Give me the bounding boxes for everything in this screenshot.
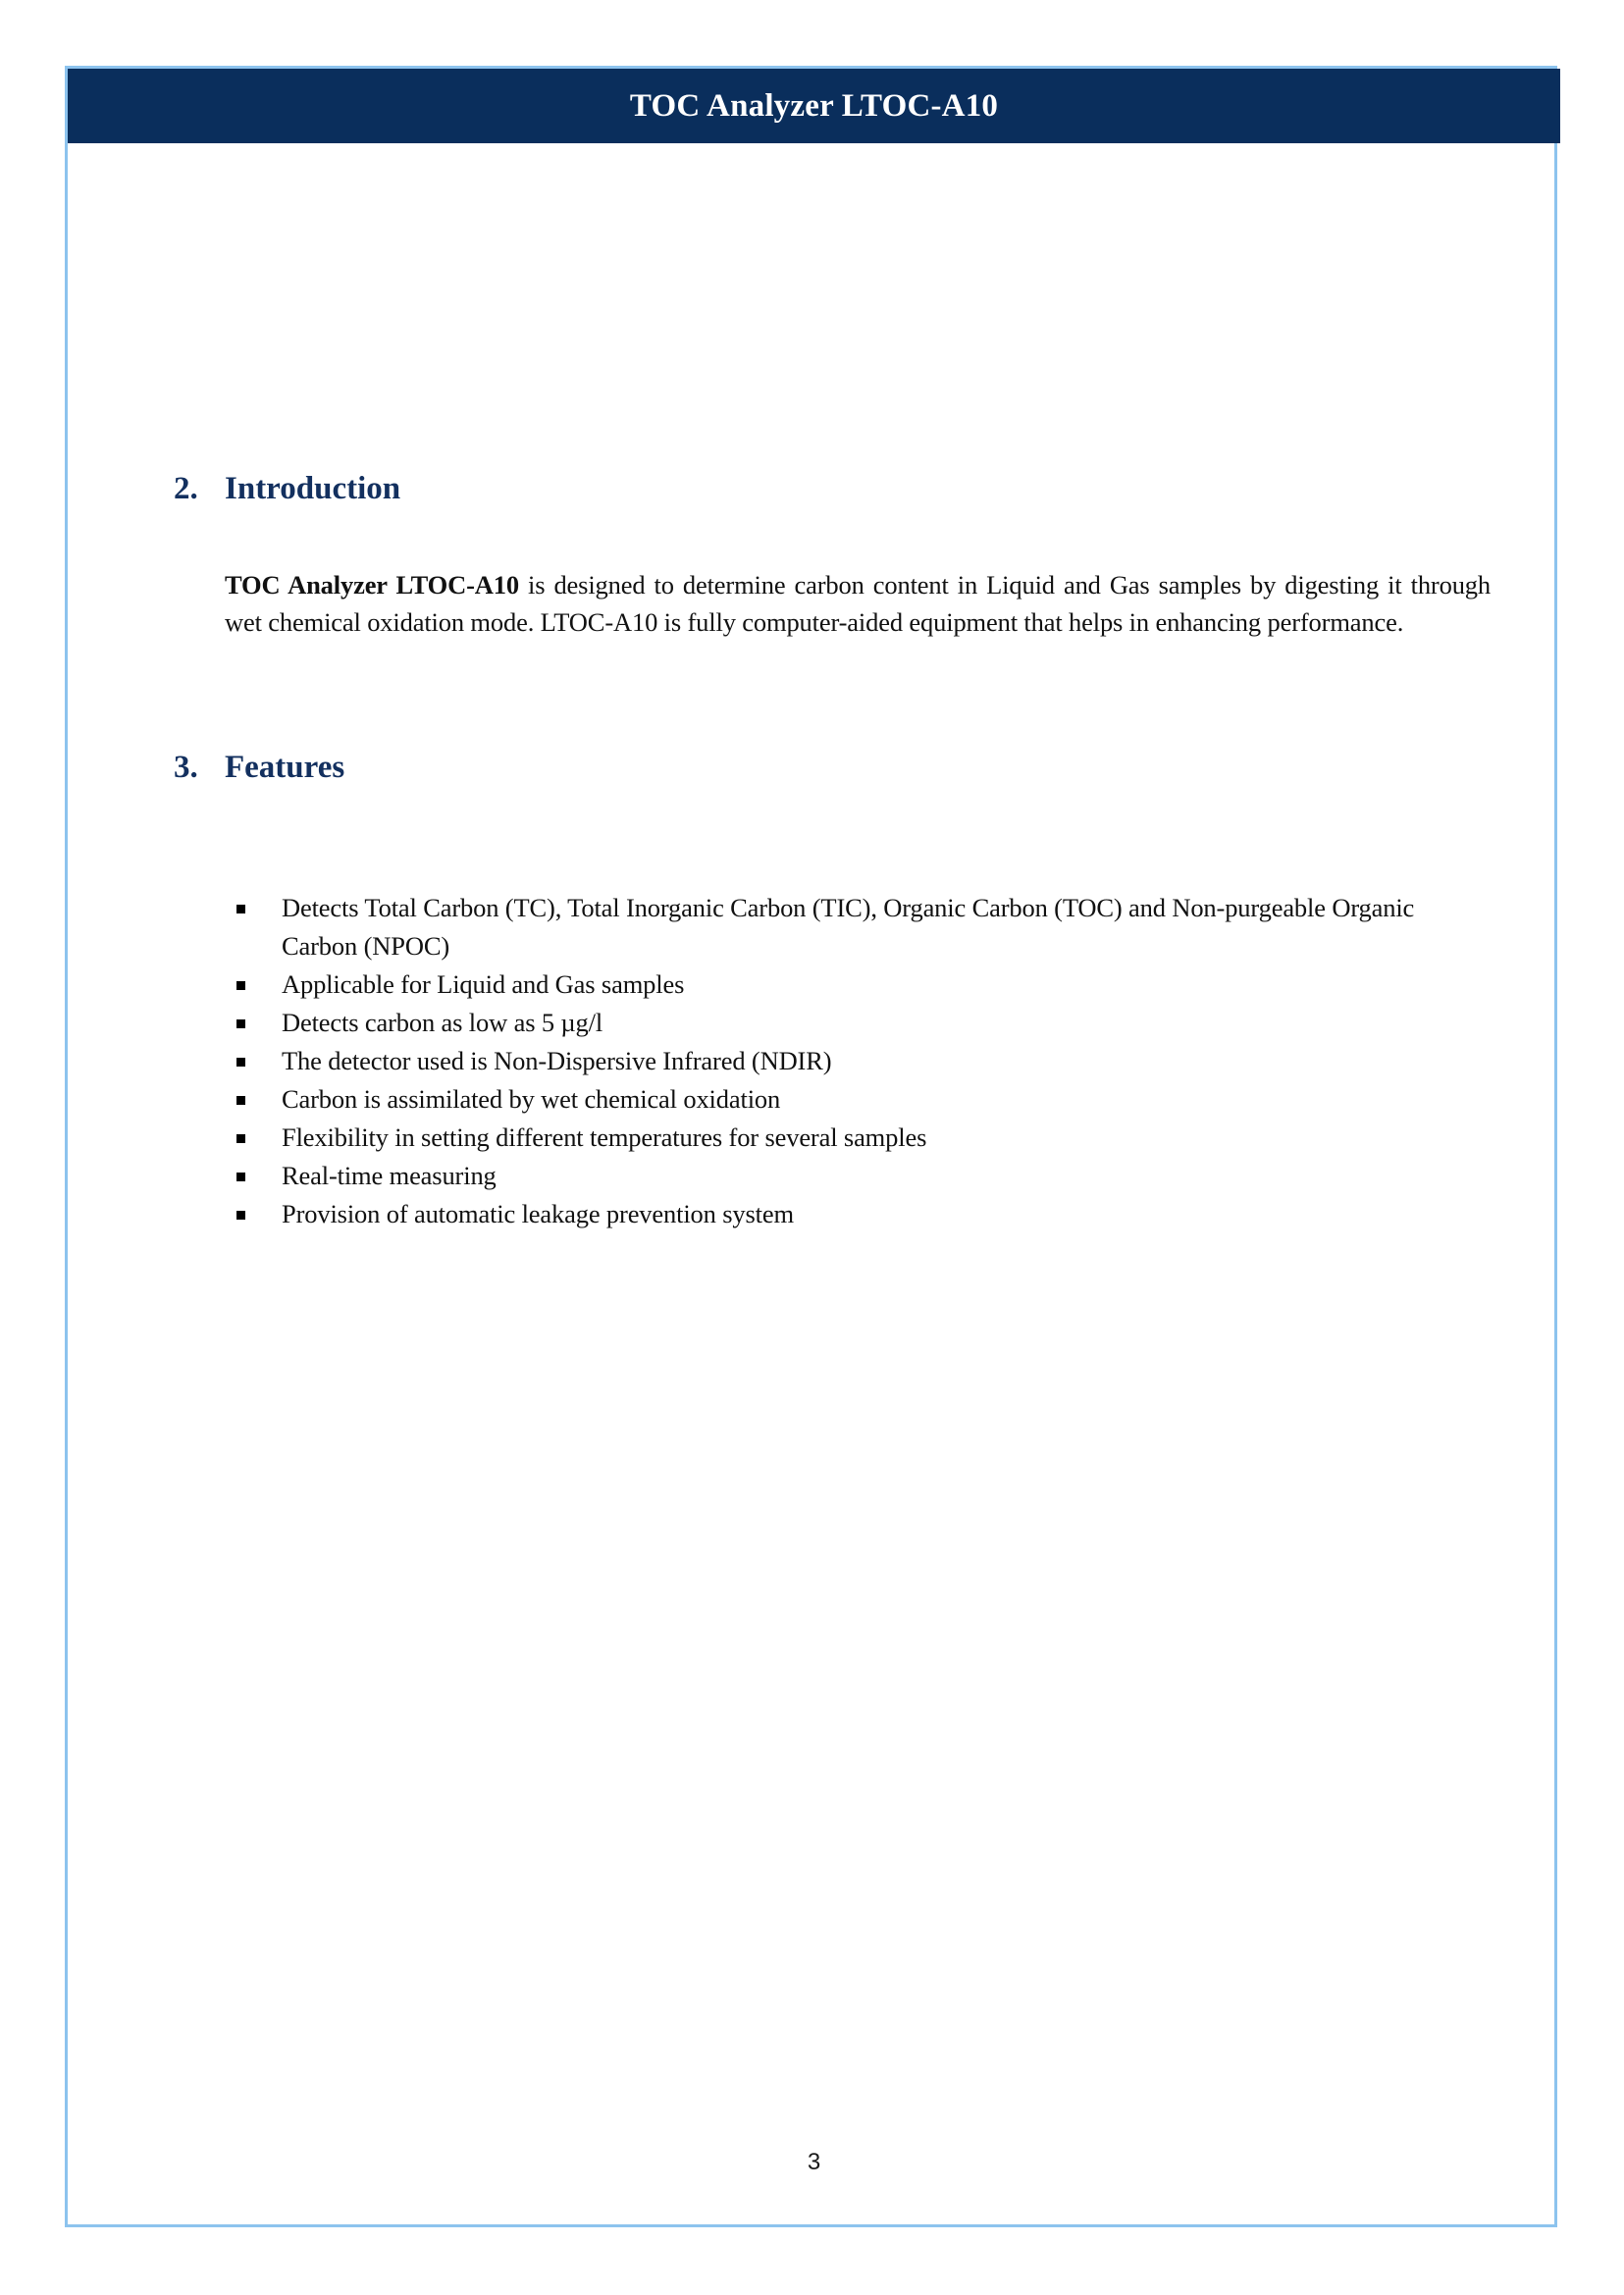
list-item-label: Flexibility in setting different temperatures for several samples	[282, 1122, 927, 1152]
square-bullet-icon	[236, 905, 245, 913]
list-item-label: Detects Total Carbon (TC), Total Inorganic Carbon (TIC), Organic Carbon (TOC) and Non-purgeable Organic Carbon (NPOC)	[282, 893, 1415, 961]
square-bullet-icon	[236, 981, 245, 990]
list-item	[225, 1080, 1491, 1119]
features-bullet-list	[225, 889, 1491, 1233]
introduction-paragraph-lead: TOC Analyzer LTOC-A10	[225, 569, 519, 600]
list-item-label: Detects carbon as low as 5 µg/l	[282, 1008, 603, 1037]
square-bullet-icon	[236, 1173, 245, 1181]
section-number-features: 3.	[174, 750, 198, 785]
list-item	[225, 1042, 1491, 1080]
list-item	[225, 889, 1491, 965]
square-bullet-icon	[236, 1134, 245, 1143]
list-item	[225, 965, 1491, 1004]
square-bullet-icon	[236, 1058, 245, 1067]
list-item	[225, 1195, 1491, 1233]
list-item-label: Provision of automatic leakage prevention system	[282, 1199, 794, 1228]
section-heading-features	[174, 749, 1057, 788]
square-bullet-icon	[236, 1211, 245, 1220]
list-item	[225, 1157, 1491, 1195]
page-number-footer: 3	[807, 2149, 821, 2175]
document-page	[65, 66, 1557, 2227]
section-title-introduction: Introduction	[225, 471, 401, 506]
list-item-label: Applicable for Liquid and Gas samples	[282, 969, 685, 999]
list-item-label: Real-time measuring	[282, 1161, 497, 1190]
page-title: TOC Analyzer LTOC-A10	[629, 87, 999, 124]
section-heading-introduction	[174, 470, 1057, 509]
list-item	[225, 1004, 1491, 1042]
section-number-introduction: 2.	[174, 471, 198, 506]
introduction-paragraph-body: is designed to determine carbon content in Liquid and Gas samples by digesting it through wet chemical oxidation mode. LTOC-A10 is fully computer-aided equipment that helps in enhancing performance.	[225, 569, 1492, 637]
list-item-label: The detector used is Non-Dispersive Infrared (NDIR)	[282, 1046, 832, 1075]
square-bullet-icon	[236, 1019, 245, 1028]
introduction-paragraph	[225, 566, 1491, 641]
document-header-banner	[68, 69, 1560, 143]
square-bullet-icon	[236, 1096, 245, 1105]
section-title-features: Features	[225, 750, 345, 785]
list-item	[225, 1119, 1491, 1157]
list-item-label: Carbon is assimilated by wet chemical oxidation	[282, 1084, 781, 1114]
